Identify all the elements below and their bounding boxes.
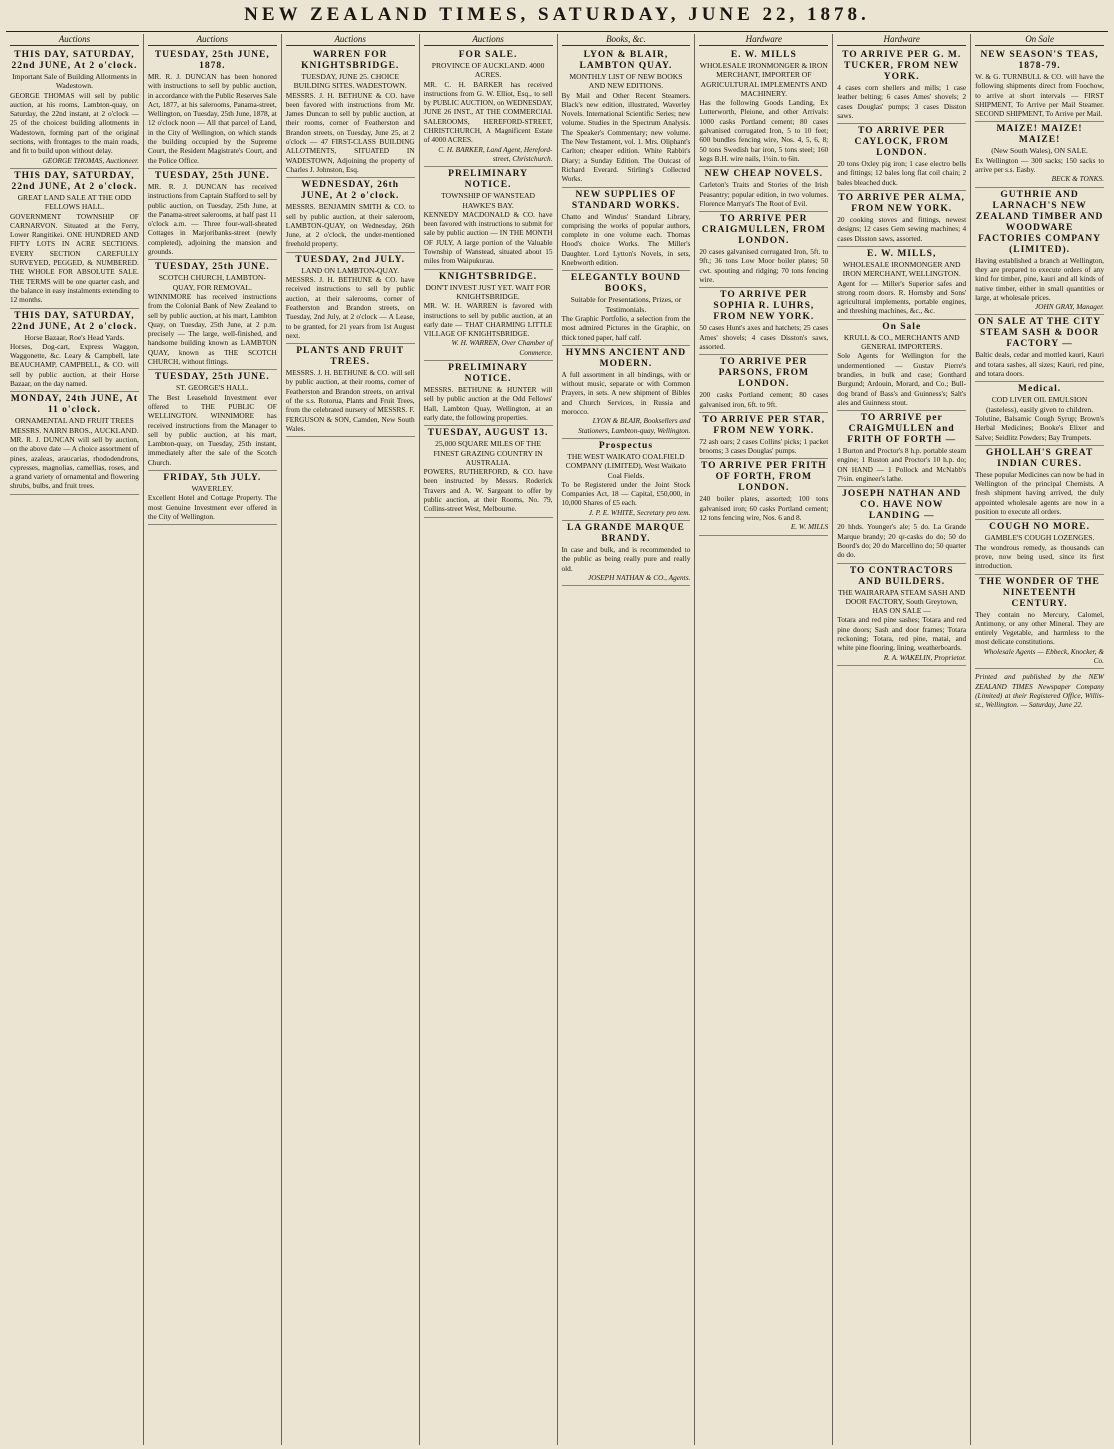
ad-body: Sole Agents for Wellington for the undermentioned — Gustav Pierre's brandies, in bulk and case; Gonthard Burgund; Ardouin, Morard, and Co.; Bull-dog brand of Bass's and Guinness's; Salt's ales and Guinness stout. — [837, 351, 967, 407]
advertisement — [837, 247, 966, 320]
ad-title: THE WONDER OF THE NINETEENTH CENTURY. — [979, 576, 1100, 609]
column-heading: Hardware — [699, 34, 828, 46]
ad-signature: JOSEPH NATHAN & CO., Agents. — [588, 572, 691, 582]
advertisement — [562, 439, 691, 521]
ad-title: GUTHRIE AND LARNACH'S NEW ZEALAND TIMBER AND WOODWARE FACTORIES COMPANY (LIMITED). — [975, 189, 1104, 255]
ad-subtitle: Suitable for Presentations, Prizes, or Testimonials. — [570, 295, 682, 314]
advertisement — [562, 521, 691, 586]
advertisement — [975, 446, 1104, 520]
ad-body: Tolutine, Balsamic Cough Syrup; Brown's Herbal Medicines; Booke's Elixer and Salve; Seidlitz Powders; Bay Trumpets. — [975, 413, 1104, 442]
advertisement — [424, 167, 553, 269]
ad-body: MR. R. J. DUNCAN has received instructions from Captain Stafford to sell by public auction, on Tuesday, 25th June, at the Panama-street salerooms, at half past 11 o'clock a.m. — Three four-wall-sheated Cottages in Marjoribanks-street (newly completed), adjoining the mansion and grounds. — [147, 181, 277, 257]
advertisement — [562, 271, 691, 345]
ad-body: POWERS, RUTHERFORD, & CO. have been instructed by Messrs. Roderick Travers and A. W. Sargeant to offer by public auction, at their Rooms, No. 79, Collins-street West, Melbourne. — [423, 467, 553, 514]
ad-title: NEW SUPPLIES OF STANDARD WORKS. — [571, 189, 680, 211]
ad-signature: J. P. E. WHITE, Secretary pro tem. — [588, 507, 691, 517]
ad-title: E. W. MILLS, — [867, 248, 937, 259]
column-heading: On Sale — [975, 34, 1104, 46]
advertisement — [148, 169, 277, 260]
ad-body: 20 cooking stoves and fittings, newest designs; 12 cases Gem sewing machines; 4 cases Disston saws, assorted. — [837, 215, 967, 243]
ad-subtitle: ST. GEORGE'S HALL. — [176, 383, 249, 393]
column-5 — [558, 34, 696, 1445]
advertisement — [699, 288, 828, 355]
advertisement — [837, 320, 966, 411]
ad-subtitle: GREAT LAND SALE AT THE ODD FELLOWS HALL. — [17, 192, 132, 212]
ad-title: LA GRANDE MARQUE BRANDY. — [567, 522, 685, 544]
column-heading: Books, &c. — [562, 34, 691, 46]
ad-subtitle: SCOTCH CHURCH, LAMBTON-QUAY, FOR REMOVAL. — [158, 273, 266, 292]
ad-signature: E. W. MILLS — [790, 522, 829, 532]
ad-title: TO ARRIVE per CRAIGMULLEN and FRITH OF FORTH — — [847, 413, 957, 446]
advertisement — [837, 48, 966, 124]
ad-signature: GEORGE THOMAS, Auctioneer. — [42, 155, 139, 165]
ad-signature: W. H. WARREN, Over Chamber of Commerce. — [451, 338, 553, 357]
ad-body: MR. R. J. DUNCAN will sell by auction, on the above date — A choice assortment of pines, azaleas, araucarias, rhododendrons, cypresses, magnolias, camellias, roses, and a grand variety of ornamental and flowering shrubs, bulbs, and fruit trees. — [10, 434, 139, 491]
advertisement — [562, 188, 691, 272]
ad-subtitle: TOWNSHIP OF WANSTEAD HAWKE'S BAY. — [441, 191, 536, 210]
ad-subtitle: ORNAMENTAL AND FRUIT TREES MESSRS. NAIRN BROS., AUCKLAND. — [10, 416, 139, 435]
column-3 — [282, 34, 420, 1445]
column-heading: Auctions — [286, 34, 415, 46]
advertisement — [562, 48, 691, 188]
masthead: NEW ZEALAND TIMES, SATURDAY, JUNE 22, 1878. — [244, 4, 870, 25]
ad-body: To be Registered under the Joint Stock Companies Act, 18 — Capital, £50,000, in 10,000 Shares of £5 each. — [561, 479, 691, 508]
ad-subtitle: KRULL & CO., MERCHANTS AND GENERAL IMPORTERS. — [843, 332, 960, 352]
ad-title: TO ARRIVE PER G. M. TUCKER, FROM NEW YORK. — [842, 50, 962, 82]
ad-title: TUESDAY, 25th JUNE. — [154, 170, 270, 181]
ad-signature: C. H. BARKER, Land Agent, Hereford-street, Christchurch. — [438, 144, 553, 163]
ad-title: Medical. — [1018, 384, 1062, 395]
ad-title: NEW SEASON'S TEAS, 1878-79. — [980, 50, 1099, 71]
ad-title: MONDAY, 24th JUNE, At 11 o'clock. — [10, 394, 139, 416]
ad-subtitle: (New South Wales), ON SALE. — [991, 146, 1088, 156]
ad-subtitle: THE WEST WAIKATO COALFIELD COMPANY (LIMITED), West Waikato Coal Fields. — [565, 451, 687, 480]
advertisement — [424, 426, 553, 517]
ad-title: MAIZE! MAIZE! MAIZE! — [996, 124, 1083, 146]
ad-body: Totara and red pine sashes; Totara and red pine doors; Sash and door frames; Totara reckoning; Totara, red pine, matai, and white pine flooring, lining, weatherboards. — [837, 615, 967, 653]
ad-subtitle: WHOLESALE IRONMONGER & IRON MERCHANT, IMPORTER OF AGRICULTURAL IMPLEMENTS AND MACHINERY. — [699, 61, 828, 98]
ad-body: W. & G. TURNBULL & CO. will have the following shipments direct from Foochow, to arrive at short intervals — FIRST SHIPMENT, To Arrive per Mail Steamer. SECOND SHIPMENT, To Arrive per Mail. — [975, 72, 1104, 119]
ad-title: COUGH NO MORE. — [989, 522, 1090, 533]
ad-title: Prospectus — [598, 440, 654, 451]
ad-body: The wondrous remedy, as thousands can prove, now being used, since its first introduction. — [975, 542, 1104, 571]
ad-body: 20 hhds. Younger's ale; 5 do. La Grande Marque brandy; 20 qr-casks do do; 50 do Boord's do; 20 do Marcellino do; 50 quarter do do. — [837, 522, 967, 560]
ad-title: HYMNS ANCIENT AND MODERN. — [565, 347, 687, 369]
advertisement — [975, 315, 1104, 382]
ad-body: 50 cases Hunt's axes and hatchets; 25 cases Ames' shovels; 4 cases Disston's saws, assorted. — [699, 323, 829, 351]
ad-signature: LYON & BLAIR, Booksellers and Stationers, Lambton-quay, Wellington. — [578, 416, 691, 435]
ad-body: By Mail and Other Recent Steamers. Black's new edition, illustrated, Waverley Novels. International Scientific Series; new volume. Studies in the Spectrum Analysis. The Speaker's Commentary; new volume. The New Testament, vol. 1. Mrs. Oliphant's Carlton; cheaper edition. White Rabbit's Diary; a Sunday Edition. The Outcast of Richard Everard. Stirling's Collected Works. — [561, 90, 691, 184]
column-heading: Auctions — [424, 34, 553, 46]
ad-body: MESSRS. BETHUNE & HUNTER will sell by public auction at the Odd Fellows' Hall, Lambton Quay, Wellington, at an early date, the following properties. — [423, 385, 553, 422]
ad-subtitle: 25,000 SQUARE MILES OF THE FINEST GRAZING COUNTRY IN AUSTRALIA. — [433, 439, 543, 467]
ad-title: TO ARRIVE PER STAR, FROM NEW YORK. — [702, 414, 826, 436]
ad-signature: BECK & TONKS. — [1051, 174, 1104, 184]
column-heading: Hardware — [837, 34, 966, 46]
ad-title: ELEGANTLY BOUND BOOKS, — [570, 273, 681, 295]
advertisement — [148, 471, 277, 525]
ad-subtitle: LAND ON LAMBTON-QUAY. — [301, 265, 400, 275]
ad-body: Carleton's Traits and Stories of the Irish Peasantry; popular edition, in two volumes. Florence Marryat's The Root of Evil. — [699, 180, 829, 208]
advertisement — [975, 382, 1104, 445]
ad-title: TUESDAY, 25th JUNE, 1878. — [154, 50, 270, 71]
column-1 — [6, 34, 144, 1445]
advertisement — [837, 487, 966, 563]
advertisement — [837, 564, 966, 666]
advertisement — [975, 575, 1104, 670]
ad-body: 20 cases galvanised corrugated Iron, 5ft. to 9ft.; 36 tons Low Moor boiler plates; 50 cwt. spouting and ridging; 70 tons fencing wire. — [699, 247, 829, 285]
ad-body: Having established a branch at Wellington, they are prepared to execute orders of any kind for timber, pine, kauri and all kinds of native timber, either in small quantities or large, at wholesale prices. — [975, 255, 1104, 302]
ad-body: Chatto and Windus' Standard Library, comprising the works of popular authors, complete in one volume each. Thomas Hood's choice Works. The Miller's Daughter. Lord Lytton's Novels, in sets, Knebworth edition. — [561, 211, 691, 268]
advertisement — [424, 361, 553, 426]
ad-body: 20 tons Oxley pig iron; 1 case electro bells and fittings; 12 bales long flat coil chain; 2 bales bleached duck. — [837, 159, 967, 187]
ad-title: ON SALE AT THE CITY STEAM SASH & DOOR FACTORY — — [978, 317, 1102, 350]
ad-subtitle: TUESDAY, JUNE 25. CHOICE BUILDING SITES. WADESTOWN. — [293, 72, 407, 91]
ad-body: 200 casks Portland cement; 80 cases galvanised iron, 6ft. to 9ft. — [699, 390, 829, 409]
advertisement — [837, 191, 966, 247]
masthead-rule — [6, 31, 1108, 32]
ad-subtitle: WAVERLEY. — [191, 483, 234, 493]
ad-title: E. W. MILLS — [730, 50, 797, 60]
ad-title: TO ARRIVE PER CAYLOCK, FROM LONDON. — [854, 126, 949, 159]
advertisement — [286, 48, 415, 178]
advertisement — [699, 48, 828, 167]
ad-title: FOR SALE. — [458, 50, 518, 60]
ad-body: They contain no Mercury, Calomel, Antimony, or any other Mineral. They are entirely Vegetable, and harmless to the most delicate constitutions. — [975, 609, 1104, 647]
ad-title: TO CONTRACTORS AND BUILDERS. — [849, 565, 954, 587]
ad-title: WARREN FOR KNIGHTSBRIDGE. — [301, 50, 400, 71]
ad-subtitle: COD LIVER OIL EMULSION (tasteless), easily given to children. — [986, 395, 1094, 414]
ad-body: GOVERNMENT TOWNSHIP OF CARNARVON. Situated at the Ferry, Lower Rangitikei. ONE HUNDRED AND FIFTY LOTS IN ACRE SECTIONS. EVERY SECTION CAREFULLY SURVEYED, PEGGED, & NUMBERED. THE WHOLE FOR ABSOLUTE SALE. THE TERMS will be one quarter cash, and the balance in easy instalments extending to 12 months. — [10, 211, 139, 305]
columns — [6, 34, 1108, 1445]
ad-title: THIS DAY, SATURDAY, 22nd JUNE, At 2 o'clock. — [11, 170, 138, 192]
ad-subtitle: GAMBLE'S COUGH LOZENGES. — [984, 533, 1095, 543]
column-8 — [971, 34, 1108, 1445]
ad-title: PLANTS AND FRUIT TREES. — [296, 346, 405, 368]
advertisement — [699, 167, 828, 212]
column-4 — [420, 34, 558, 1445]
ad-body: WINNIMORE has received instructions from the Colonial Bank of New Zealand to sell by public auction, at his mart, Lambton Quay, on Tuesday, 25th June, at 2 p.m. precisely — The large, well-finished, and handsome building known as LAMBTON QUAY, known as THE SCOTCH CHURCH, without fittings. — [147, 291, 277, 367]
ad-title: TUESDAY, 25th JUNE. — [154, 262, 270, 273]
advertisement — [148, 48, 277, 169]
ad-body: Horses, Dog-cart, Express Waggon, Waggonette, &c. Leary & Campbell, late BEAUCHAMP, CAMPBELL, & CO. will sell by public auction, at their Horse Bazaar, on the day named. — [10, 341, 139, 389]
ad-body: Baltic deals, cedar and mottled kauri, Kauri and totara sashes, all sizes; Kauri, red pine, and totara doors. — [975, 350, 1104, 379]
ad-body: MR. R. J. DUNCAN has been honored with instructions to sell by public auction, in accordance with the Public Reserves Sale Act, 1877, at his salerooms, Panama-street, Wellington, on Tuesday, 25th June, 1878, at 12 o'clock noon — All that parcel of Land, in the City of Wellington, on which stands the building occupied by the Supreme Court, the Resident Magistrate's Court, and the Police Office. — [147, 72, 277, 165]
ad-body: Ex Wellington — 300 sacks; 150 sacks to arrive per s.s. Easby. — [975, 155, 1104, 175]
ad-body: KENNEDY MACDONALD & CO. have been favored with instructions to submit for sale by public auction — IN THE MONTH OF JULY, A large portion of the Valuable Township of Wanstead, situated about 15 miles from Waipukurau. — [423, 209, 553, 266]
ad-body: MESSRS. BENJAMIN SMITH & CO. to sell by public auction, at their saleroom, LAMBTON-QUAY, on Wednesday, 26th June, at 2 o'clock, the under-mentioned freehold property. — [285, 202, 415, 249]
column-heading: Auctions — [148, 34, 277, 46]
ad-body: 4 cases corn shellers and mills; 1 case leather belting; 6 cases Ames' shovels; 2 cases Douglas' pumps; 3 cases Disston saws. — [837, 83, 967, 120]
column-6 — [695, 34, 833, 1445]
ad-title: TUESDAY, 2nd JULY. — [295, 254, 405, 265]
ad-title: THIS DAY, SATURDAY, 22nd JUNE, At 2 o'clock. — [11, 310, 138, 332]
ad-body: 1 Burton and Proctor's 8 h.p. portable steam engine; 1 Ruston and Proctor's 10 h.p. do; ON HAND — 1 Pollock and McNabb's 7½in. engineer's lathe. — [837, 446, 967, 484]
ad-title: PRELIMINARY NOTICE. — [448, 363, 528, 385]
ad-body: MR. W. H. WARREN is favored with instructions to sell by public auction, at an early date — THAT CHARMING LITTLE VILLAGE OF KNIGHTSBRIDGE. — [423, 301, 553, 339]
ad-subtitle: THE WAIRARAPA STEAM SASH AND DOOR FACTORY, South Greytown, HAS ON SALE — — [837, 587, 966, 616]
advertisement — [975, 520, 1104, 574]
advertisement — [837, 124, 966, 191]
advertisement — [148, 260, 277, 370]
ad-body: In case and bulk, and is recommended to the public as being really pure and really old. — [561, 544, 691, 573]
ad-subtitle: DON'T INVEST JUST YET. WAIT FOR KNIGHTSBRIDGE. — [425, 282, 551, 301]
ad-body: Has the following Goods Landing, Ex Lutterworth, Pleione, and other Arrivals: 1000 casks Portland cement; 80 cases galvanised corrugated Iron, 5 to 10 feet; 600 bundles fencing wire, Nos. 4, 5, 6, 8; 50 tons Swedish bar iron, 5 tons steel; 160 kegs B.H. wire nails, 1½in. to 6in. — [699, 98, 829, 163]
ad-body: Excellent Hotel and Cottage Property. The most Genuine Investment ever offered in the City of Wellington. — [147, 493, 277, 521]
ad-subtitle: PROVINCE OF AUCKLAND. 4000 ACRES. — [431, 61, 545, 80]
ad-title: KNIGHTSBRIDGE. — [438, 271, 538, 282]
advertisement — [699, 413, 828, 460]
column-heading: Auctions — [10, 34, 139, 46]
ad-body: MESSRS. J. H. BETHUNE & CO. have received instructions to sell by public auction, at their salerooms, corner of Featherston and Brandon streets, on Tuesday, 2nd July, at 2 o'clock — A Lease, to be granted, for 21 years from 1st August next. — [285, 275, 415, 340]
advertisement — [975, 188, 1104, 316]
advertisement — [837, 411, 966, 487]
advertisement — [699, 212, 828, 288]
ad-body: 240 boiler plates, assorted; 100 tons galvanised iron; 60 casks Portland cement; 12 tons fencing wire, Nos. 6 and 8. — [699, 494, 829, 523]
column-2 — [144, 34, 282, 1445]
ad-body: 72 ash oars; 2 cases Collins' picks; 1 packet brooms; 3 cases Douglas' pumps. — [699, 436, 829, 456]
ad-title: NEW CHEAP NOVELS. — [704, 169, 824, 180]
ad-body: MR. C. H. BARKER has received instructions from G. W. Elliot, Esq., to sell by PUBLIC AUCTION, on WEDNESDAY, JUNE 26 INST., AT THE COMMERCIAL SALEROOMS, HEREFORD-STREET, CHRISTCHURCH, A Magnificent Estate of 4000 ACRES. — [423, 79, 553, 145]
column-7 — [833, 34, 971, 1445]
advertisement — [975, 122, 1104, 187]
ad-body: The Best Leasehold Investment ever offered to THE PUBLIC OF WELLINGTON. WINNIMORE has received instructions from the Manager to sell by public auction, at his mart, Lambton-quay, on Tuesday, 25th instant, immediately after the sale of the Scotch Church. — [147, 392, 277, 467]
ad-title: TO ARRIVE PER PARSONS, FROM LONDON. — [718, 357, 810, 390]
ad-title: TO ARRIVE PER CRAIGMULLEN, FROM LONDON. — [701, 214, 826, 247]
ad-subtitle: MONTHLY LIST OF NEW BOOKS AND NEW EDITIONS. — [569, 72, 683, 91]
advertisement — [424, 270, 553, 361]
ad-title: On Sale — [882, 321, 922, 332]
advertisement — [286, 178, 415, 252]
ad-body: MESSRS. J. H. BETHUNE & CO. will sell by public auction, at their rooms, corner of Featherston and Brandon streets, on arrival of the s.s. Rotorua, Plants and Fruit Trees, from the celebrated nursery of MESSRS. F. FERGUSON & SON, Camden, New South Wales. — [285, 368, 415, 433]
ad-title: THIS DAY, SATURDAY, 22nd JUNE, At 2 o'clock. — [11, 50, 138, 71]
ad-title: WEDNESDAY, 26th JUNE, At 2 o'clock. — [300, 180, 400, 202]
advertisement — [975, 48, 1104, 122]
advertisement — [424, 48, 553, 167]
advertisement — [286, 253, 415, 344]
ad-body: A full assortment in all bindings, with or without music, separate or with Common Prayers, in sets. A new shipment of Bibles and Church Services, in Russia and morocco. — [561, 369, 691, 417]
ad-subtitle: Important Sale of Building Allotments in Wadestown. — [12, 72, 137, 91]
ad-subtitle: WHOLESALE IRONMONGER AND IRON MERCHANT, WELLINGTON. — [842, 259, 961, 279]
ad-signature: JOHN GRAY, Manager. — [1034, 302, 1104, 312]
imprint: Printed and published by the NEW ZEALAND TIMES Newspaper Company (Limited) at their Registered Office, Willis-st., Wellington. — Saturday, June 22. — [975, 672, 1104, 710]
advertisement — [10, 169, 139, 309]
ad-title: LYON & BLAIR, LAMBTON QUAY. — [579, 50, 673, 71]
advertisement — [10, 392, 139, 494]
advertisement — [699, 355, 828, 413]
ad-title: TUESDAY, AUGUST 13. — [427, 428, 549, 439]
ad-title: GHOLLAH'S GREAT INDIAN CURES. — [985, 447, 1094, 469]
ad-title: FRIDAY, 5th JULY. — [163, 472, 262, 483]
ad-title: JOSEPH NATHAN AND CO. HAVE NOW LANDING — — [842, 489, 962, 522]
ad-title: TO ARRIVE PER SOPHIA R. LUHRS, FROM NEW YORK. — [713, 290, 815, 323]
advertisement — [699, 459, 828, 535]
ad-signature: R. A. WAKELIN, Proprietor. — [883, 652, 967, 662]
advertisement — [562, 346, 691, 439]
ad-signature: Wholesale Agents — Ebbeck, Knocker, & Co. — [983, 646, 1104, 665]
advertisement — [10, 48, 139, 169]
ad-body: Agent for — Miller's Superior safes and strong room doors. R. Hornsby and Sons' agricultural implements, portable engines, and threshing machines, &c., &c. — [837, 278, 967, 316]
ad-subtitle: Horse Bazaar, Roe's Head Yards. — [24, 332, 125, 342]
ad-title: TUESDAY, 25th JUNE. — [154, 372, 270, 383]
ad-body: GEORGE THOMAS will sell by public auction, at his rooms, Lambton-quay, on Saturday, the 22nd instant, at 2 o'clock — 25 of the choicest building allotments in Wadestown, forming part of the original sections, with frontages to the main roads, and fit to build upon without delay. — [10, 90, 139, 156]
advertisement — [10, 309, 139, 393]
advertisement — [148, 370, 277, 471]
ad-body: These popular Medicines can now be had in Wellington of the principal Chemists. A fresh shipment having arrived, the duly appointed wholesale agents are now in a position to execute all orders. — [975, 469, 1104, 517]
advertisement — [286, 344, 415, 437]
ad-body: The Graphic Portfolio, a selection from the most admired Pictures in the Graphic, on thick toned paper, half calf. — [561, 313, 691, 342]
ad-title: TO ARRIVE PER FRITH OF FORTH, FROM LONDON. — [700, 461, 827, 494]
ad-body: MESSRS. J. H. BETHUNE & CO. have been favored with instructions from Mr. James Duncan to sell by public auction, at their rooms, corner of Featherston and Brandon streets, on Tuesday, June 25, at 2 o'clock — 47 FIRST-CLASS BUILDING ALLOTMENTS, SITUATED IN WADESTOWN, Adjoining the property of Charles J. Johnston, Esq. — [285, 90, 415, 174]
ad-title: TO ARRIVE PER ALMA, FROM NEW YORK. — [838, 193, 965, 215]
ad-title: PRELIMINARY NOTICE. — [448, 169, 528, 191]
